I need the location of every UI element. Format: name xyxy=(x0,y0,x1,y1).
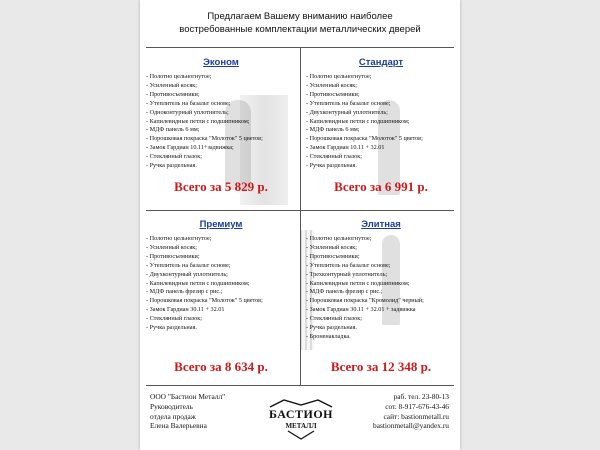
price-value: 5 829 р. xyxy=(224,179,268,194)
feature-item: - Полотно цельногнутое; xyxy=(306,73,372,80)
feature-item: - Капилевидные петли с подшипником; xyxy=(306,117,410,125)
feature-item: - Замок Гардиан 10.11 + 32.01 xyxy=(306,144,385,152)
feature-item: - Усиленный косяк; xyxy=(146,81,198,89)
feature-item: - Утеплитель на базальт основе; xyxy=(146,99,231,107)
feature-item: - Противосъемники; xyxy=(306,252,360,260)
feature-item: - Замок Гардиан 30.11 + 32.01 + задвижка xyxy=(306,306,416,314)
package-elite xyxy=(306,219,456,374)
price-value: 6 991 р. xyxy=(384,179,428,194)
feature-item: - Стеклянный глазок; xyxy=(306,153,362,161)
feature-list xyxy=(146,235,296,333)
phone-work: раб. тел. 23-80-13 xyxy=(393,392,449,401)
intro-line-2: востребованные комплектации металлических дверей xyxy=(179,24,421,35)
feature-item: - Капилевидные петли с подшипником; xyxy=(146,279,250,287)
logo-text-top: БАСТИОН xyxy=(268,407,333,421)
feature-item: - Замок Гардиан 10.11+задвижка; xyxy=(146,144,234,152)
price-prefix: Всего за xyxy=(330,359,379,374)
feature-list xyxy=(306,235,456,342)
feature-item: - Капилевидные петли с подшипником; xyxy=(146,117,250,125)
feature-item: - Порошковая покраска "Молоток" 5 цветов; xyxy=(146,135,263,143)
feature-item: - Усиленный косяк; xyxy=(306,243,358,251)
feature-item: - Капилевидные петли с подшипником; xyxy=(306,279,410,287)
feature-item: - Противосъемники; xyxy=(146,252,200,260)
feature-item: - Замок Гардиан 30.11 + 32.01 xyxy=(146,306,225,314)
feature-item: - Противосъемники; xyxy=(306,90,360,98)
feature-item: - Ручка раздельная. xyxy=(306,162,357,170)
feature-item: - Полотно цельногнутое; xyxy=(146,235,212,242)
package-premium xyxy=(146,219,296,374)
feature-item: - Полотно цельногнутое; xyxy=(146,73,212,80)
package-price xyxy=(146,179,296,195)
feature-item: - МДФ панель 6 мм; xyxy=(306,126,360,134)
feature-item: - Стеклянный глазок; xyxy=(306,315,362,323)
logo-frame-icon xyxy=(266,397,336,441)
package-price xyxy=(146,359,296,375)
price-prefix: Всего за xyxy=(334,179,382,194)
contact-person: Елена Валерьевна xyxy=(150,421,207,431)
package-standard xyxy=(306,57,456,194)
package-title: Стандарт xyxy=(358,57,404,68)
package-title: Элитная xyxy=(361,219,401,230)
feature-item: - Утеплитель на базальт основе; xyxy=(306,99,391,107)
feature-item: - Броненакладка. xyxy=(306,332,351,340)
feature-item: - Одноконтурный уплотнитель; xyxy=(146,108,229,116)
intro-line-1: Предлагаем Вашему вниманию наиболее xyxy=(207,11,393,22)
feature-item: - Стеклянный глазок; xyxy=(146,315,202,323)
package-title: Эконом xyxy=(203,57,239,68)
feature-item: - Трехконтурный уплотнитель; xyxy=(306,270,388,278)
package-title: Премиум xyxy=(199,219,243,230)
feature-item: - МДФ панель 6 мм; xyxy=(146,126,200,134)
feature-item: - Ручка раздельная. xyxy=(146,324,197,332)
feature-item: - Двухконтурный уплотнитель; xyxy=(146,270,228,278)
feature-item: - Ручка раздельная. xyxy=(306,324,357,332)
company-block xyxy=(150,392,225,431)
contacts-block xyxy=(373,392,449,431)
price-prefix: Всего за xyxy=(174,179,222,194)
email-link[interactable]: bastionmetall@yandex.ru xyxy=(373,421,449,431)
price-sheet xyxy=(140,0,460,450)
contact-role-2: отдела продаж xyxy=(150,411,196,421)
divider-bottom xyxy=(146,385,454,386)
feature-item: - Двухконтурный уплотнитель; xyxy=(306,108,388,116)
package-price xyxy=(306,179,456,195)
contact-role-1: Руководитель xyxy=(150,401,193,411)
feature-item: - Усиленный косяк; xyxy=(146,243,198,251)
feature-item: - Стеклянный глазок; xyxy=(146,153,202,161)
price-value: 12 348 р. xyxy=(381,359,432,374)
feature-item: - Ручка раздельная. xyxy=(146,162,197,170)
phone-mobile: сот. 8-917-676-43-46 xyxy=(385,401,449,411)
feature-list xyxy=(306,73,456,171)
divider-middle xyxy=(146,210,454,211)
company-name: ООО "Бастион Металл" xyxy=(150,392,226,401)
feature-item: - МДФ панель фрезир с рис.; xyxy=(306,288,383,296)
company-logo xyxy=(266,397,336,441)
feature-item: - Утеплитель на базальт основе; xyxy=(146,261,231,269)
feature-item: - МДФ панель фрезир с рис.; xyxy=(146,288,223,296)
feature-item: - Порошковая покраска "Молоток" 5 цветов; xyxy=(306,135,423,143)
footer xyxy=(140,392,460,450)
feature-item: - Усиленный косяк; xyxy=(306,81,358,89)
divider-vertical xyxy=(300,47,301,385)
feature-item: - Утеплитель на базальт основе; xyxy=(306,261,391,269)
price-prefix: Всего за xyxy=(174,359,222,374)
feature-item: - Порошковая покраска "Молоток" 5 цветов; xyxy=(146,297,263,305)
feature-item: - Полотно цельногнутое; xyxy=(306,235,372,242)
feature-item: - Противосъемники; xyxy=(146,90,200,98)
logo-text-bottom: МЕТАЛЛ xyxy=(285,422,317,430)
package-econom xyxy=(146,57,296,194)
intro-text xyxy=(140,10,460,36)
feature-list xyxy=(146,73,296,171)
price-value: 8 634 р. xyxy=(224,359,268,374)
website-link[interactable]: сайт: bastionmetall.ru xyxy=(383,411,449,421)
feature-item: - Порошковая покраска "Кромолид" черный; xyxy=(306,297,424,305)
package-price xyxy=(306,359,456,375)
